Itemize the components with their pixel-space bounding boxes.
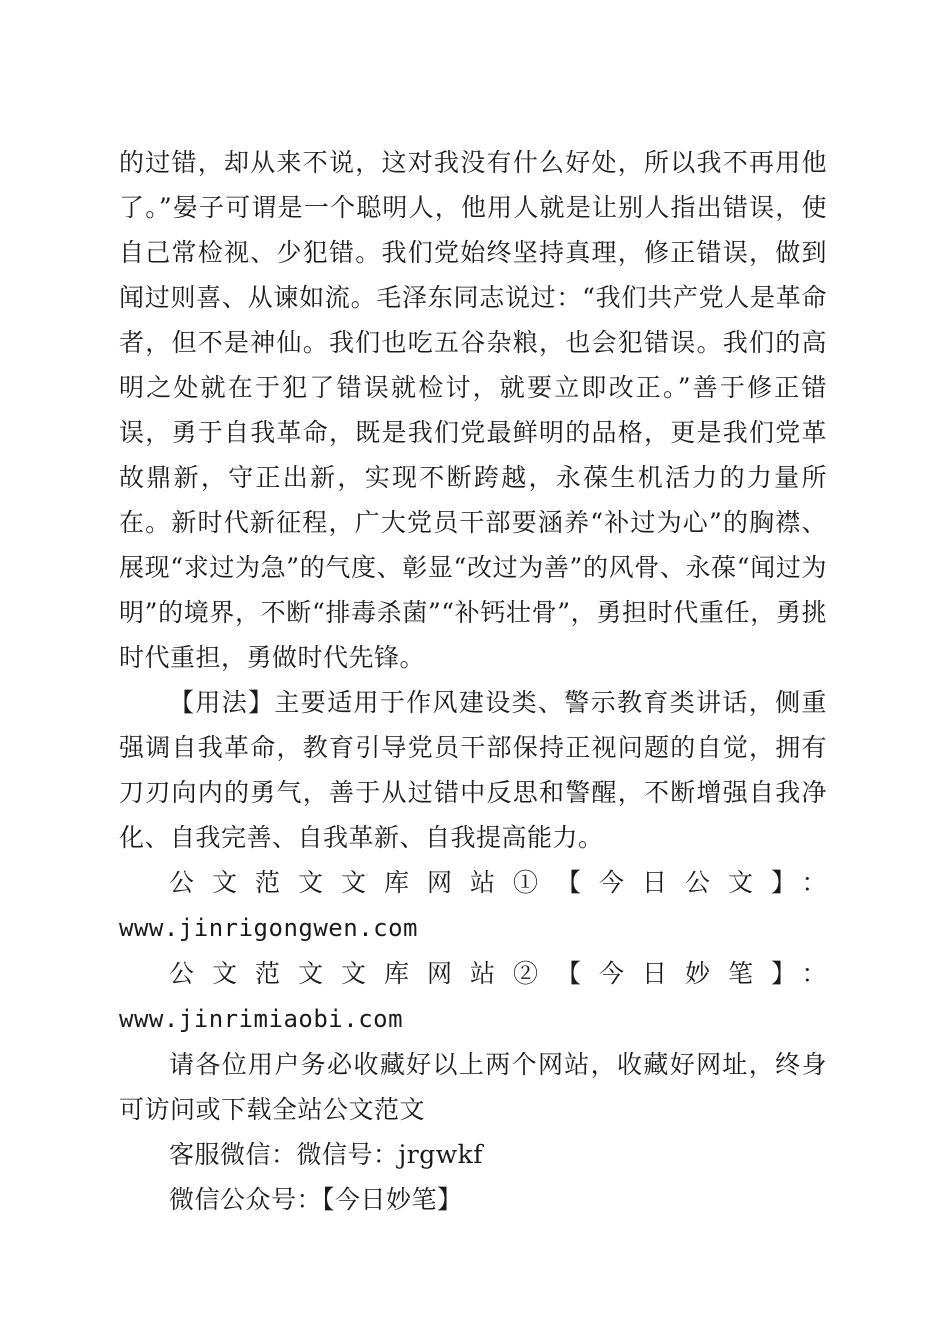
usage-paragraph: 【用法】主要适用于作风建设类、警示教育类讲话，侧重强调自我革命，教育引导党员干部保持正视问题的自觉，拥有刀刃向内的勇气，善于从过错中反思和警醒，不断增强自我净化、自我完善、自我革新、自我提高能力。 — [119, 688, 827, 852]
site2-url[interactable]: www.jinrimiaobi.com — [119, 1005, 404, 1033]
site1-url-line — [119, 905, 827, 951]
body-paragraph-1: 的过错，却从来不说，这对我没有什么好处，所以我不再用他了。”晏子可谓是一个聪明人，他用人就是让别人指出错误，使自己常检视、少犯错。我们党始终坚持真理，修正错误，做到闻过则喜、从谏如流。毛泽东同志说过：“我们共产党人是革命者，但不是神仙。我们也吃五谷杂粮，也会犯错误。我们的高明之处就在于犯了错误就检讨，就要立即改正。”善于修正错误，勇于自我革命，既是我们党最鲜明的品格，更是我们党革故鼎新，守正出新，实现不断跨越，永葆生机活力的力量所在。新时代新征程，广大党员干部要涵养“补过为心”的胸襟、展现“求过为急”的气度、彰显“改过为善”的风骨、永葆“闻过为明”的境界，不断“排毒杀菌”“补钙壮骨”，勇担时代重任，勇挑时代重担，勇做时代先锋。 — [119, 148, 827, 672]
site1-url[interactable]: www.jinrigongwen.com — [119, 914, 418, 942]
document-body — [119, 140, 827, 1222]
site2-line — [119, 951, 827, 1042]
service-wechat: 客服微信：微信号：jrgwkf — [169, 1140, 484, 1169]
site2-label: 公文范文文库网站②【今日妙笔】： — [169, 959, 827, 988]
notice-paragraph: 请各位用户务必收藏好以上两个网站，收藏好网址，终身可访问或下载全站公文范文 — [119, 1050, 827, 1124]
official-account: 微信公众号：【今日妙笔】 — [169, 1185, 463, 1214]
site1-label: 公文范文文库网站①【今日公文】： — [169, 868, 827, 897]
